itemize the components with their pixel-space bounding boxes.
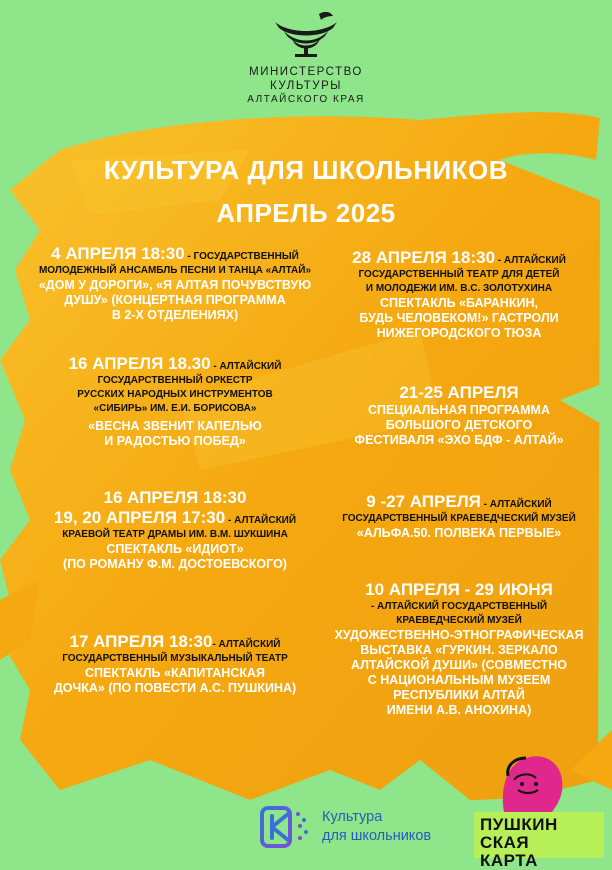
event-org-2: И МОЛОДЕЖИ ИМ. В.С. ЗОЛОТУХИНА <box>365 283 553 294</box>
event-desc-3: ФЕСТИВАЛЯ «ЭХО БДФ - АЛТАЙ» <box>354 433 564 447</box>
event-date-1: 16 АПРЕЛЯ 18:30 <box>103 488 247 507</box>
event-desc-1: СПЕКТАКЛЬ «ИДИОТ» <box>106 542 244 556</box>
ministry-line-2: КУЛЬТУРЫ <box>270 80 342 92</box>
event-desc-2: БУДЬ ЧЕЛОВЕКОМ!» ГАСТРОЛИ <box>359 311 559 325</box>
event-org-inline: - ГОСУДАРСТВЕННЫЙ <box>184 251 299 262</box>
event-org: МОЛОДЕЖНЫЙ АНСАМБЛЬ ПЕСНИ И ТАНЦА «АЛТАЙ» <box>38 265 312 276</box>
event-date: 9 -27 АПРЕЛЯ <box>366 492 481 511</box>
event-org: ГОСУДАРСТВЕННЫЙ МУЗЫКАЛЬНЫЙ ТЕАТР <box>62 653 288 664</box>
event-date: 16 АПРЕЛЯ 18.30 <box>68 354 211 373</box>
pk-line-3: КАРТА <box>480 851 538 870</box>
event-org-inline: - АЛТАЙСКИЙ <box>225 515 297 526</box>
event-org: КРАЕВОЙ ТЕАТР ДРАМЫ ИМ. В.М. ШУКШИНА <box>62 529 288 540</box>
poster-subtitle: АПРЕЛЬ 2025 <box>216 198 396 228</box>
pk-line-2: СКАЯ <box>480 833 530 852</box>
event-desc-2: БОЛЬШОГО ДЕТСКОГО <box>385 418 533 432</box>
kfs-line-1: Культура <box>322 809 383 825</box>
event-april-21-25 <box>310 383 608 448</box>
event-org-2: РУССКИХ НАРОДНЫХ ИНСТРУМЕНТОВ <box>77 389 273 400</box>
event-org-1: - АЛТАЙСКИЙ ГОСУДАРСТВЕННЫЙ <box>370 601 548 612</box>
event-date: 28 АПРЕЛЯ 18:30 <box>352 248 496 267</box>
event-date: 10 АПРЕЛЯ - 29 ИЮНЯ <box>365 580 553 599</box>
event-date: 21-25 АПРЕЛЯ <box>399 383 519 402</box>
event-desc-2: ВЫСТАВКА «ГУРКИН. ЗЕРКАЛО <box>360 643 558 657</box>
kultura-for-schoolchildren-text <box>322 808 431 846</box>
event-april-10-june-29 <box>310 580 608 718</box>
event-desc-3: В 2-Х ОТДЕЛЕНИЯХ) <box>111 308 239 322</box>
event-desc-2: И РАДОСТЬЮ ПОБЕД» <box>104 434 246 448</box>
event-org-3: «СИБИРЬ» ИМ. Е.И. БОРИСОВА» <box>93 403 257 414</box>
event-desc-1: СПЕЦИАЛЬНАЯ ПРОГРАММА <box>368 403 550 417</box>
event-org-inline: - АЛТАЙСКИЙ <box>480 499 552 510</box>
event-date-2: 19, 20 АПРЕЛЯ 17:30 <box>53 508 226 527</box>
pushkin-card-text <box>480 816 558 870</box>
event-april-28 <box>310 248 608 341</box>
pushkin-card-logo <box>474 750 604 870</box>
event-org-inline: - АЛТАЙСКИЙ <box>495 255 566 266</box>
event-org-1: ГОСУДАРСТВЕННЫЙ ОРКЕСТР <box>97 375 253 386</box>
ministry-line-1: МИНИСТЕРСТВО <box>249 66 363 78</box>
event-desc-3: НИЖЕГОРОДСКОГО ТЮЗА <box>376 326 542 340</box>
event-april-9-27 <box>310 492 608 541</box>
event-org-inline: - АЛТАЙСКИЙ <box>210 361 282 372</box>
event-desc-1: СПЕКТАКЛЬ «КАПИТАНСКАЯ <box>84 666 265 680</box>
event-org-2: КРАЕВЕДЧЕСКИЙ МУЗЕЙ <box>396 615 522 626</box>
event-desc-2: ДОЧКА» (ПО ПОВЕСТИ А.С. ПУШКИНА) <box>53 681 297 695</box>
event-desc-1: СПЕКТАКЛЬ «БАРАНКИН, <box>380 296 538 310</box>
event-desc-2: (ПО РОМАНУ Ф.М. ДОСТОЕВСКОГО) <box>63 557 287 571</box>
event-org-inline: - АЛТАЙСКИЙ <box>212 639 281 650</box>
event-april-17 <box>25 632 325 696</box>
event-org: ГОСУДАРСТВЕННЫЙ КРАЕВЕДЧЕСКИЙ МУЗЕЙ <box>342 513 576 524</box>
event-april-16-orchestra <box>25 354 325 449</box>
event-desc-2: ДУШУ» (КОНЦЕРТНАЯ ПРОГРАММА <box>64 293 286 307</box>
bowl-emblem-icon <box>271 10 341 60</box>
kfs-line-2: для школьников <box>322 828 432 844</box>
event-april-4 <box>25 244 325 323</box>
ministry-line-3: АЛТАЙСКОГО КРАЯ <box>247 94 365 105</box>
event-desc-3: АЛТАЙСКОЙ ДУШИ» (СОВМЕСТНО <box>351 658 567 672</box>
event-desc-6: ИМЕНИ А.В. АНОХИНА) <box>386 703 532 717</box>
event-desc-4: С НАЦИОНАЛЬНЫМ МУЗЕЕМ <box>367 673 551 687</box>
kultura-k-logo-icon <box>258 804 316 850</box>
event-desc-1: «ДОМ У ДОРОГИ», «Я АЛТАЯ ПОЧУВСТВУЮ <box>38 278 312 292</box>
event-date: 17 АПРЕЛЯ 18:30 <box>69 632 213 651</box>
event-april-16-19-20-drama <box>25 488 325 572</box>
pk-line-1: ПУШКИН <box>480 815 558 834</box>
event-desc-1: «ВЕСНА ЗВЕНИТ КАПЕЛЬЮ <box>88 419 262 433</box>
event-desc-1: «АЛЬФА.50. ПОЛВЕКА ПЕРВЫЕ» <box>356 526 562 540</box>
event-desc-5: РЕСПУБЛИКИ АЛТАЙ <box>393 688 525 702</box>
event-date: 4 АПРЕЛЯ 18:30 <box>51 244 185 263</box>
ministry-logo <box>226 10 386 107</box>
poster-title: КУЛЬТУРА ДЛЯ ШКОЛЬНИКОВ <box>103 155 509 185</box>
event-desc-1: ХУДОЖЕСТВЕННО-ЭТНОГРАФИЧЕСКАЯ <box>334 628 584 642</box>
event-org-1: ГОСУДАРСТВЕННЫЙ ТЕАТР ДЛЯ ДЕТЕЙ <box>358 269 560 280</box>
